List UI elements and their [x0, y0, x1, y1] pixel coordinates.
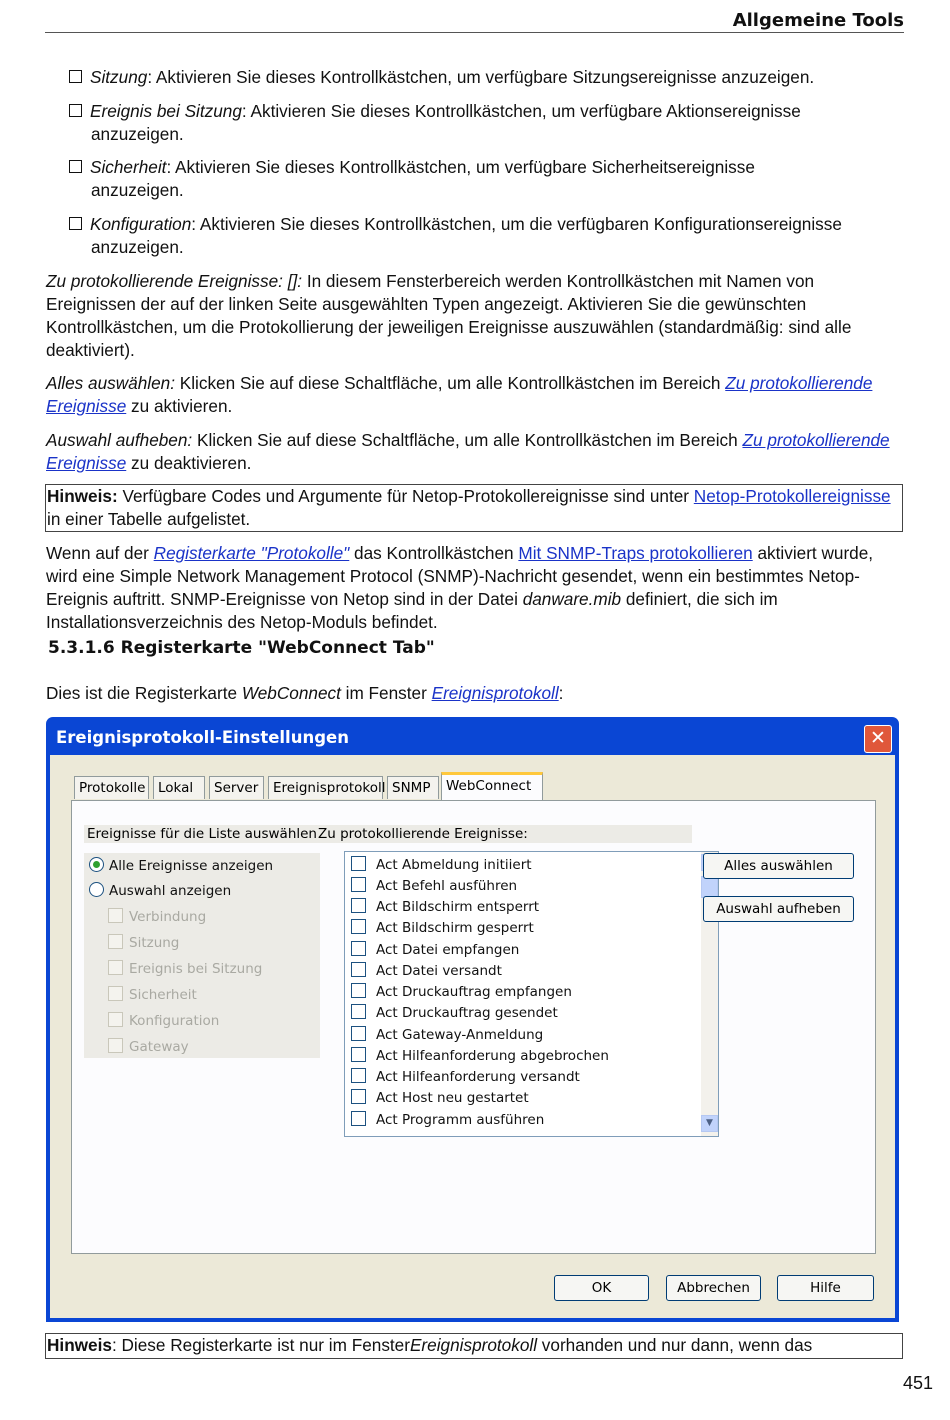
para-mid: das Kontrollkästchen: [349, 543, 519, 563]
para-tail: zu aktivieren.: [126, 396, 233, 416]
bullet-box-icon: [69, 70, 82, 83]
checkbox-icon: [351, 1089, 366, 1104]
link-snmp-traps[interactable]: Mit SNMP-Traps protokollieren: [518, 543, 753, 563]
event-checkbox[interactable]: [351, 1026, 543, 1043]
page-number: 451: [902, 1373, 933, 1393]
bullet-term: Ereignis bei Sitzung: [90, 101, 242, 121]
type-checkbox[interactable]: [108, 1012, 219, 1029]
para-em: WebConnect: [241, 683, 341, 703]
para-text: aktiviert wurde, wird eine Simple Network Management Protocol (SNMP)-Nachricht gesendet, wenn ein bestimmtes Netop-Ereignis auftritt. SNMP-Ereignisse von Netop sind in der Datei: [46, 543, 874, 609]
event-checkbox[interactable]: [351, 856, 532, 873]
section-heading: 5.3.1.6 Registerkarte "WebConnect Tab": [48, 638, 435, 658]
event-label: Act Befehl ausführen: [376, 878, 518, 894]
para-text: Klicken Sie auf diese Schaltfläche, um alle Kontrollkästchen im Bereich: [192, 430, 743, 450]
checkbox-icon: [351, 1047, 366, 1062]
para-deselect: [46, 429, 906, 475]
bullet-konfiguration: [69, 213, 909, 259]
event-checkbox[interactable]: [351, 962, 502, 979]
event-checkbox[interactable]: [351, 877, 517, 894]
link-tab-protokolle[interactable]: Registerkarte "Protokolle": [153, 543, 350, 563]
note-text: : Diese Registerkarte ist nur im Fenster: [111, 1335, 410, 1355]
file-name: danware.mib: [522, 589, 622, 609]
para-pre: Wenn auf der: [46, 543, 154, 563]
note-tail: in einer Tabelle aufgelistet.: [47, 509, 251, 529]
checkbox-icon: [351, 856, 366, 871]
scroll-down-icon[interactable]: ▼: [701, 1115, 718, 1132]
dialog-title: Ereignisprotokoll-Einstellungen: [56, 728, 349, 747]
event-checkbox[interactable]: [351, 1111, 544, 1128]
left-label: Ereignisse für die Liste auswählen: [87, 826, 317, 842]
note-label: Hinweis:: [47, 486, 118, 506]
checkbox-icon: [351, 983, 366, 998]
type-label: Sitzung: [129, 935, 180, 951]
para-snmp: [46, 542, 906, 634]
tab-server[interactable]: Server: [209, 776, 264, 799]
event-label: Act Datei versandt: [376, 963, 502, 979]
type-label: Konfiguration: [129, 1013, 220, 1029]
type-label: Verbindung: [129, 909, 207, 925]
tab-webconnect[interactable]: WebConnect: [441, 772, 543, 800]
type-checkbox[interactable]: [108, 934, 179, 951]
deselect-button[interactable]: Auswahl aufheben: [703, 896, 854, 922]
radio-all-events[interactable]: [89, 857, 273, 874]
bullet-text: : Aktivieren Sie dieses Kontrollkästchen, um verfügbare Sitzungsereignisse anzuzeigen.: [147, 67, 815, 87]
para-text: In diesem Fensterbereich werden Kontrollkästchen mit Namen von Ereignissen der auf der linken Seite ausgewählten Typen angezeigt. Aktivieren Sie die gewünschten Kontrollkästchen, um die Protokollierung der jeweiligen Ereignisse auszuwählen (standardmäßig: sind alle deaktiviert).: [46, 271, 852, 360]
note-box-bottom: [45, 1333, 903, 1359]
checkbox-icon: [351, 941, 366, 956]
note-em: Ereignisprotokoll: [409, 1335, 538, 1355]
event-label: Act Programm ausführen: [376, 1112, 545, 1128]
bullet-term: Konfiguration: [90, 214, 192, 234]
tab-panel: [71, 800, 876, 1254]
link-events[interactable]: Zu protokollierende Ereignisse: [46, 373, 873, 416]
event-checkbox[interactable]: [351, 1047, 609, 1064]
event-checkbox[interactable]: [351, 1004, 558, 1021]
para-tail: definiert, die sich im Installationsverzeichnis des Netop-Moduls befindet.: [46, 589, 778, 632]
event-label: Act Bildschirm gesperrt: [376, 920, 534, 936]
tab-lokal[interactable]: Lokal: [153, 776, 205, 799]
scrollbar[interactable]: [701, 852, 718, 1136]
note-tail: vorhanden und nur dann, wenn das: [537, 1335, 813, 1355]
event-checkbox[interactable]: [351, 919, 534, 936]
bullet-ereignis-bei-sitzung: [69, 100, 909, 146]
checkbox-icon: [351, 919, 366, 934]
event-checkbox[interactable]: [351, 1089, 529, 1106]
bullet-box-icon: [69, 160, 82, 173]
header-title: Allgemeine Tools: [732, 10, 904, 31]
event-label: Act Bildschirm entsperrt: [376, 899, 540, 915]
type-checkbox[interactable]: [108, 960, 262, 977]
link-events[interactable]: Zu protokollierende Ereignisse: [46, 430, 890, 473]
event-label: Act Host neu gestartet: [376, 1090, 529, 1106]
checkbox-icon: [351, 1004, 366, 1019]
bullet-text-cont: anzuzeigen.: [91, 237, 184, 257]
link-ereignisprotokoll[interactable]: Ereignisprotokoll: [431, 683, 559, 703]
close-icon[interactable]: ✕: [864, 725, 892, 753]
scroll-thumb[interactable]: [701, 876, 718, 898]
para-term: Zu protokollierende Ereignisse: []:: [46, 271, 303, 291]
para-intro: [46, 682, 906, 705]
checkbox-icon: [108, 1038, 123, 1053]
bullet-box-icon: [69, 217, 82, 230]
checkbox-icon: [351, 1068, 366, 1083]
radio-label: Auswahl anzeigen: [109, 883, 232, 899]
event-label: Act Datei empfangen: [376, 942, 520, 958]
para-tail: zu deaktivieren.: [126, 453, 252, 473]
event-label: Act Gateway-Anmeldung: [376, 1027, 544, 1043]
ok-button[interactable]: OK: [554, 1275, 649, 1301]
checkbox-icon: [108, 960, 123, 975]
checkbox-icon: [108, 934, 123, 949]
para-select-all: [46, 372, 906, 418]
events-list: [344, 851, 719, 1137]
checkbox-icon: [108, 1012, 123, 1027]
para-mid: im Fenster: [340, 683, 432, 703]
checkbox-icon: [351, 877, 366, 892]
link-netop-events[interactable]: Netop-Protokollereignisse: [693, 486, 891, 506]
radio-selection[interactable]: [89, 882, 231, 899]
bullet-text: : Aktivieren Sie dieses Kontrollkästchen, um die verfügbaren Konfigurationsereignisse: [191, 214, 842, 234]
bullet-sicherheit: [69, 156, 909, 202]
type-checkbox[interactable]: [108, 1038, 189, 1055]
radio-off-icon: [89, 882, 104, 897]
event-label: Act Druckauftrag gesendet: [376, 1005, 558, 1021]
bullet-sitzung: [69, 66, 909, 89]
note-text: Verfügbare Codes und Argumente für Netop-Protokollereignisse sind unter: [117, 486, 694, 506]
para-term: Alles auswählen:: [46, 373, 175, 393]
bullet-term: Sicherheit: [90, 157, 167, 177]
tab-ereignisprotokoll[interactable]: Ereignisprotokoll: [268, 776, 383, 799]
dialog-body: [50, 755, 895, 1318]
note-box: [45, 484, 903, 532]
bullet-text: : Aktivieren Sie dieses Kontrollkästchen, um verfügbare Aktionsereignisse: [241, 101, 801, 121]
event-checkbox[interactable]: [351, 983, 572, 1000]
event-label: Act Hilfeanforderung versandt: [376, 1069, 580, 1085]
bullet-text-cont: anzuzeigen.: [91, 180, 184, 200]
right-label: Zu protokollierende Ereignisse:: [318, 826, 528, 842]
event-label: Act Hilfeanforderung abgebrochen: [376, 1048, 609, 1064]
checkbox-icon: [108, 908, 123, 923]
checkbox-icon: [351, 898, 366, 913]
para-tail: :: [558, 683, 564, 703]
type-checkbox[interactable]: [108, 986, 197, 1003]
tab-protokolle[interactable]: Protokolle: [74, 776, 149, 799]
bullet-text-cont: anzuzeigen.: [91, 124, 184, 144]
help-button[interactable]: Hilfe: [777, 1275, 874, 1301]
checkbox-icon: [351, 962, 366, 977]
para-events: [46, 270, 906, 362]
radio-on-icon: [89, 857, 104, 872]
bullet-box-icon: [69, 104, 82, 117]
checkbox-icon: [351, 1111, 366, 1126]
bullet-term: Sitzung: [90, 67, 148, 87]
bullet-text: : Aktivieren Sie dieses Kontrollkästchen, um verfügbare Sicherheitsereignisse: [166, 157, 755, 177]
event-checkbox[interactable]: [351, 941, 519, 958]
event-checkbox[interactable]: [351, 1068, 580, 1085]
type-label: Ereignis bei Sitzung: [129, 961, 263, 977]
event-checkbox[interactable]: [351, 898, 539, 915]
para-pre: Dies ist die Registerkarte: [46, 683, 242, 703]
checkbox-icon: [108, 986, 123, 1001]
type-label: Gateway: [129, 1039, 189, 1055]
note-label: Hinweis: [47, 1335, 112, 1355]
event-label: Act Abmeldung initiiert: [376, 857, 532, 873]
radio-label: Alle Ereignisse anzeigen: [109, 858, 274, 874]
tab-snmp[interactable]: SNMP: [387, 776, 439, 799]
event-label: Act Druckauftrag empfangen: [376, 984, 572, 1000]
checkbox-icon: [351, 1026, 366, 1041]
para-term: Auswahl aufheben:: [46, 430, 193, 450]
cancel-button[interactable]: Abbrechen: [666, 1275, 761, 1301]
select-all-button[interactable]: Alles auswählen: [703, 853, 854, 879]
dialog-window: [46, 717, 899, 1322]
page-header: [45, 8, 904, 33]
type-label: Sicherheit: [129, 987, 197, 1003]
type-checkbox[interactable]: [108, 908, 206, 925]
para-text: Klicken Sie auf diese Schaltfläche, um alle Kontrollkästchen im Bereich: [174, 373, 726, 393]
